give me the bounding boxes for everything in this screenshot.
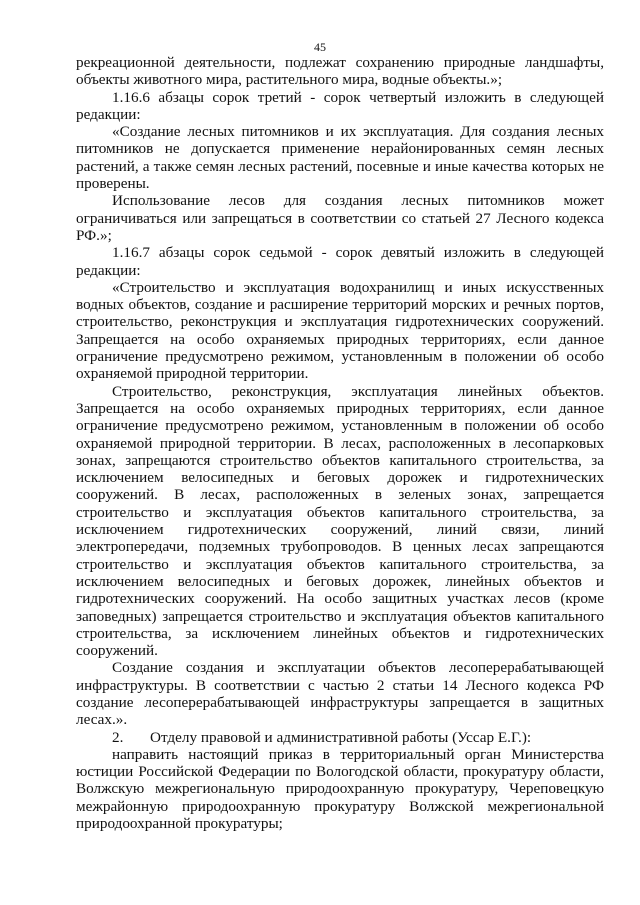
- item-2-text: Отделу правовой и административной работы (Уссар Е.Г.):: [150, 728, 532, 746]
- paragraph-send-order: направить настоящий приказ в территориальный орган Министерства юстиции Российской Федерации по Вологодской области, прокуратуру области, Волжскую межрегиональную природоохранную прокуратуру, Череповецкую межрайонную природоохранную прокуратуру Волжской межрегиональной природоохранной прокуратуры;: [76, 745, 604, 833]
- paragraph-forest-nurseries: «Создание лесных питомников и их эксплуатация. Для создания лесных питомников не допускается применение нерайонированных семян лесных растений, а также семян лесных растений, посевные и иные качества которых не проверены.: [76, 123, 604, 193]
- paragraph-forest-use-nurseries: Использование лесов для создания лесных питомников может ограничиваться или запрещаться в соответствии со статьей 27 Лесного кодекса РФ.»;: [76, 192, 604, 244]
- paragraph-item-2: [76, 729, 604, 746]
- document-body: [76, 54, 604, 832]
- paragraph-linear-objects: Строительство, реконструкция, эксплуатация линейных объектов. Запрещается на особо охраняемых природных территориях, если данное ограничение предусмотрено режимом, установленным в положении об особо охраняемой природной территории. В лесах, расположенных в лесопарковых зонах, запрещаются строительство объектов капитального строительства, за исключением велосипедных и беговых дорожек и гидротехнических сооружений. В лесах, расположенных в зеленых зонах, запрещается строительство и эксплуатация объектов капитального строительства, за исключением гидротехнических сооружений, линий связи, линий электропередачи, подземных трубопроводов. В ценных лесах запрещаются строительство и эксплуатация объектов капитального строительства, за исключением велосипедных и беговых дорожек, линейных объектов и гидротехнических сооружений. На особо защитных участках лесов (кроме заповедных) запрещается строительство и эксплуатация объектов капитального строительства, за исключением линейных объектов и гидротехнических сооружений.: [76, 382, 604, 660]
- paragraph-wood-processing: Создание создания и эксплуатации объектов лесоперерабатывающей инфраструктуры. В соответствии с частью 2 статьи 14 Лесного кодекса РФ создание лесоперерабатывающей инфраструктуры запрещается в защитных лесах.».: [76, 659, 604, 729]
- paragraph-reservoirs-construction: «Строительство и эксплуатация водохранилищ и иных искусственных водных объектов, создание и расширение территорий морских и речных портов, строительство, реконструкция и эксплуатация гидротехнических сооружений. Запрещается на особо охраняемых природных территориях, если данное ограничение предусмотрено режимом, установленным в положении об особо охраняемой природной территории.: [76, 278, 604, 383]
- item-number: 2.: [112, 728, 124, 746]
- page-number: 45: [314, 40, 326, 54]
- paragraph-item-1-16-6: 1.16.6 абзацы сорок третий - сорок четвертый изложить в следующей редакции:: [76, 88, 604, 123]
- paragraph-item-1-16-7: 1.16.7 абзацы сорок седьмой - сорок девятый изложить в следующей редакции:: [76, 244, 604, 279]
- paragraph-recreational-activity: рекреационной деятельности, подлежат сохранению природные ландшафты, объекты животного мира, растительного мира, водные объекты.»;: [76, 54, 604, 89]
